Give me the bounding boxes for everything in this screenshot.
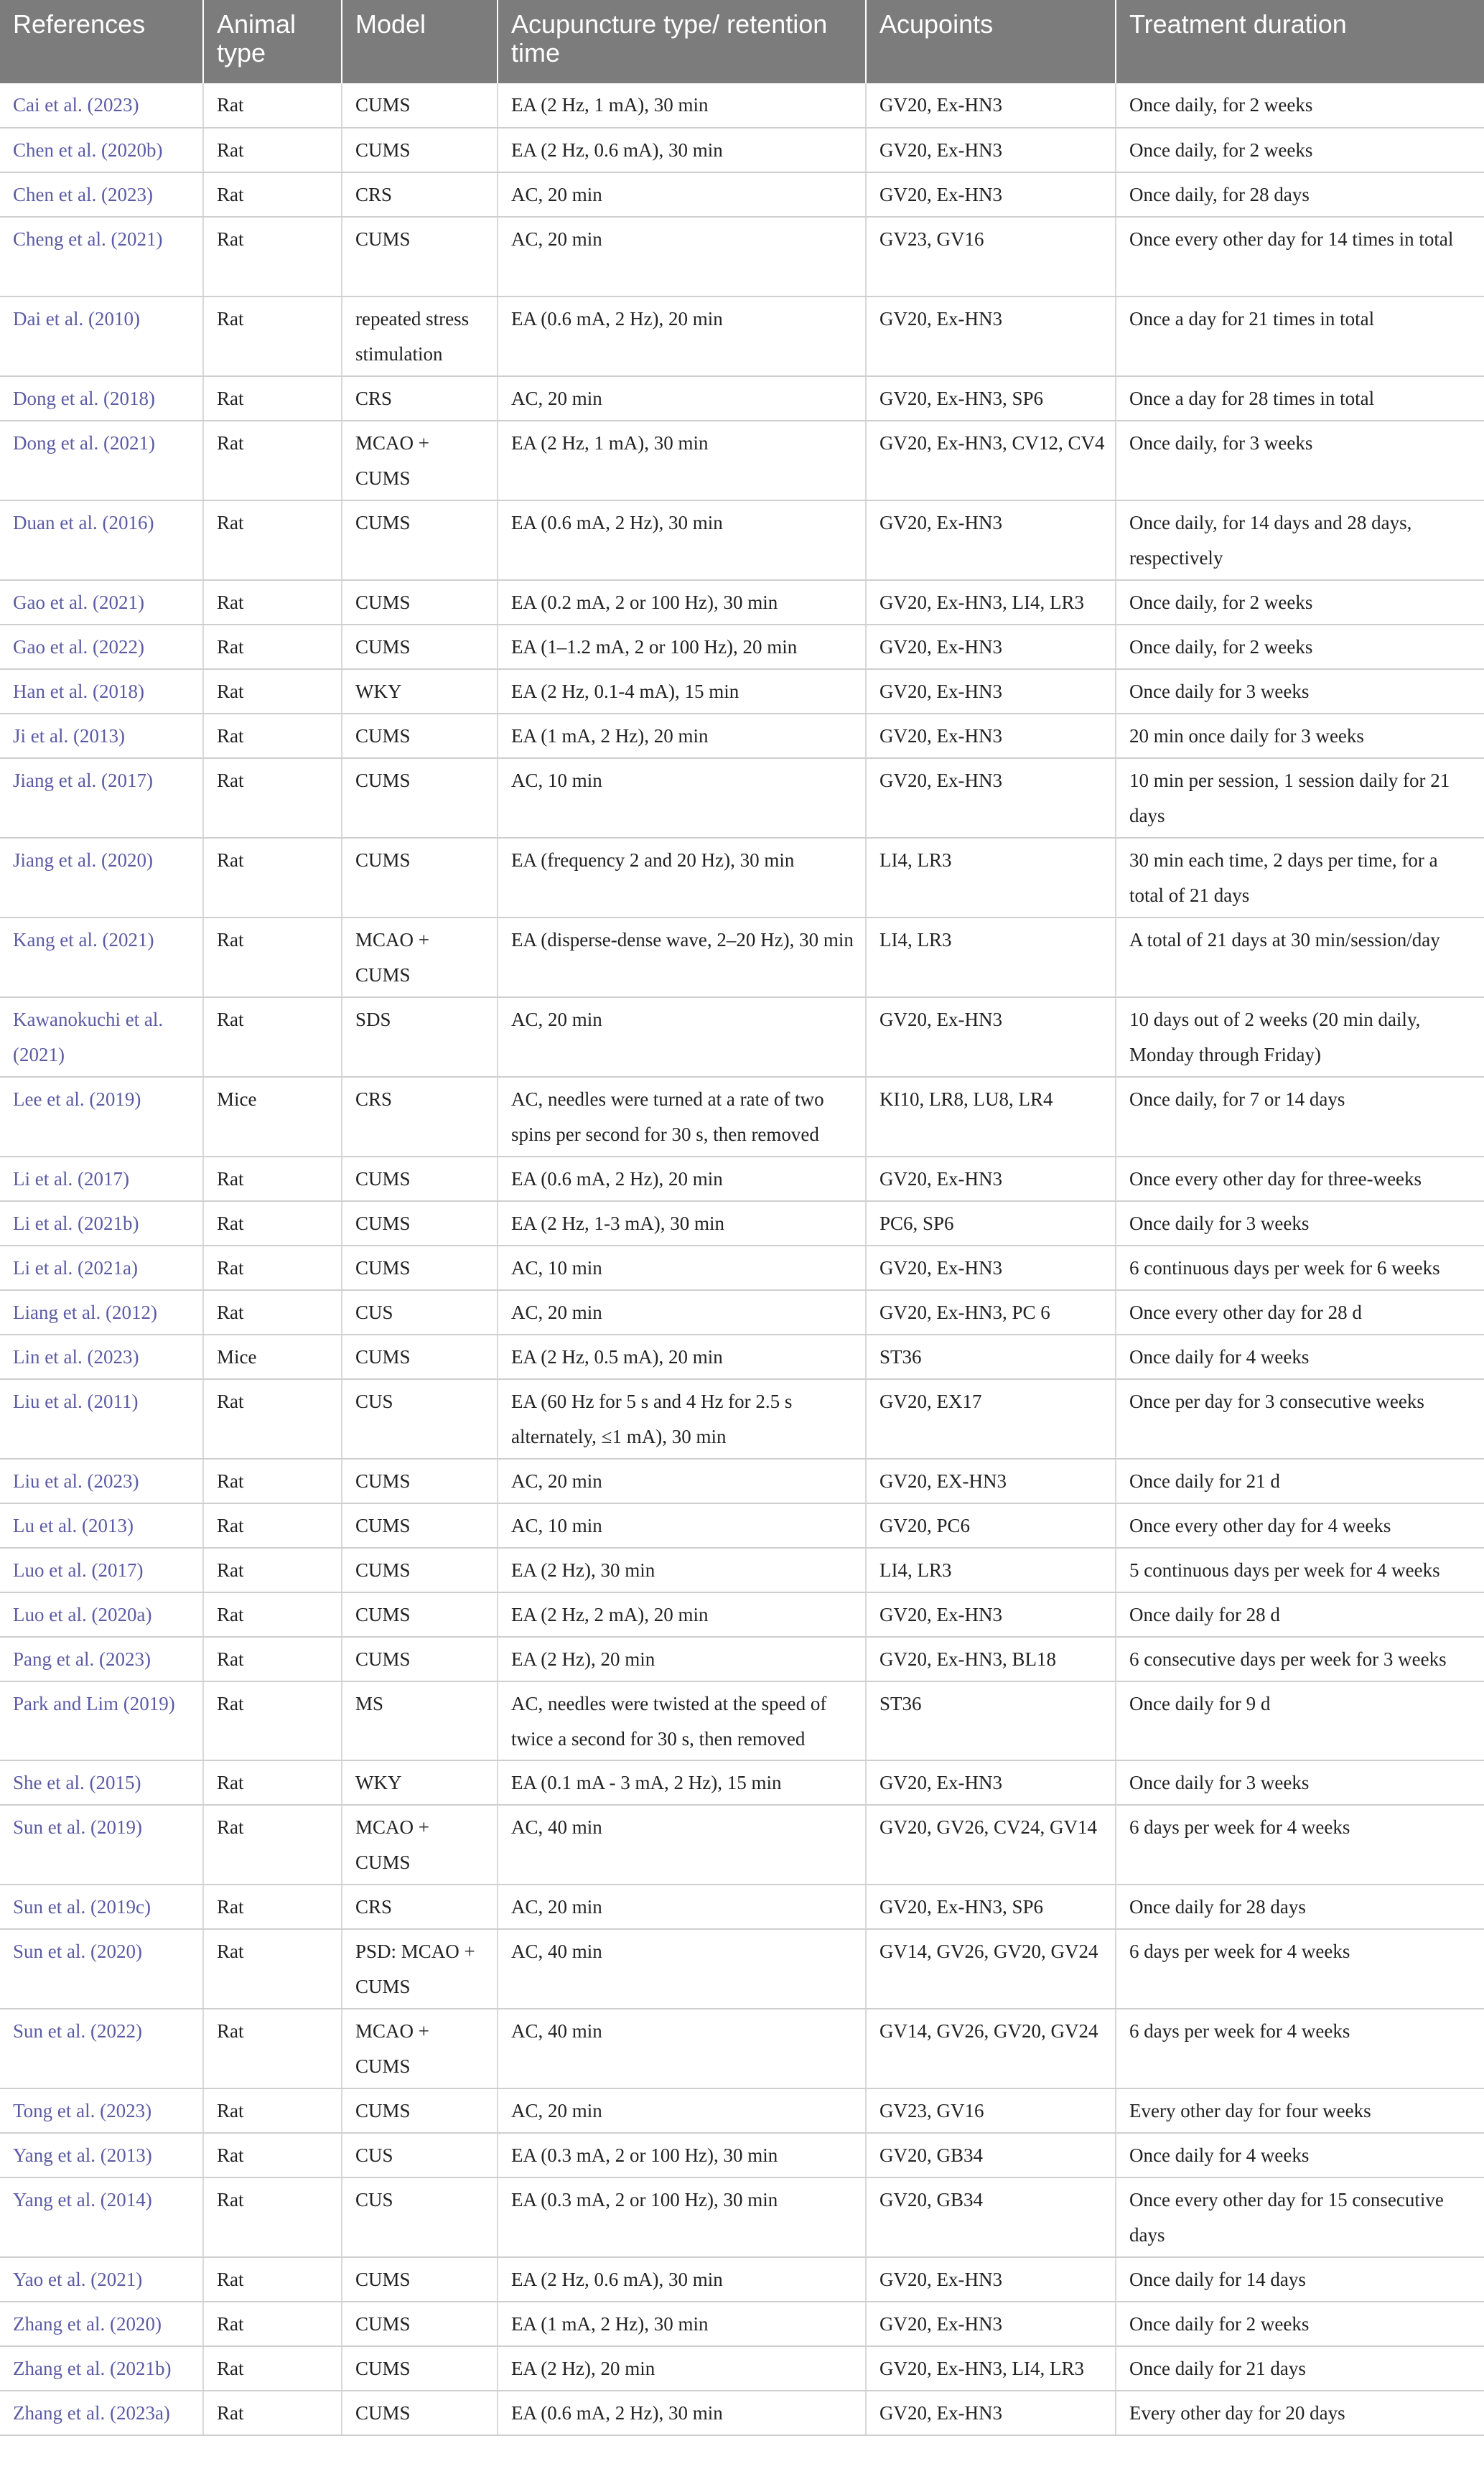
acupuncture-type-cell: EA (0.6 mA, 2 Hz), 20 min [498, 297, 866, 376]
acupoints-cell: GV20, Ex-HN3 [866, 1157, 1116, 1201]
model-cell: CUMS [342, 2391, 498, 2435]
acupoints-cell: GV20, GV26, CV24, GV14 [866, 1805, 1116, 1885]
table-row [0, 1805, 1484, 1885]
acupuncture-type-cell: EA (0.1 mA - 3 mA, 2 Hz), 15 min [498, 1760, 866, 1805]
table-row [0, 1760, 1484, 1805]
table-header [0, 0, 1484, 83]
table-row [0, 2257, 1484, 2302]
treatment-duration-cell: Once daily for 21 d [1116, 1459, 1484, 1503]
animal-type-cell: Rat [203, 1246, 342, 1290]
animal-type-cell: Rat [203, 2088, 342, 2133]
animal-type-cell: Rat [203, 1201, 342, 1246]
animal-type-cell: Rat [203, 2302, 342, 2346]
acupoints-cell: GV23, GV16 [866, 2088, 1116, 2133]
treatment-duration-cell: 30 min each time, 2 days per time, for a total of 21 days [1116, 838, 1484, 918]
acupuncture-type-cell: AC, 20 min [498, 376, 866, 421]
table-row [0, 838, 1484, 918]
acupuncture-type-cell: EA (2 Hz, 2 mA), 20 min [498, 1592, 866, 1637]
table-row [0, 172, 1484, 217]
reference-cell[interactable]: Zhang et al. (2021b) [0, 2346, 203, 2391]
model-cell: CUMS [342, 128, 498, 172]
treatment-duration-cell: 20 min once daily for 3 weeks [1116, 714, 1484, 758]
reference-cell[interactable]: Yang et al. (2014) [0, 2177, 203, 2257]
reference-cell[interactable]: Sun et al. (2019c) [0, 1885, 203, 1929]
animal-type-cell: Rat [203, 2177, 342, 2257]
header-acupoints: Acupoints [866, 0, 1116, 83]
reference-cell[interactable]: Liang et al. (2012) [0, 1290, 203, 1335]
animal-type-cell: Rat [203, 625, 342, 669]
model-cell: CUS [342, 2133, 498, 2177]
acupoints-cell: GV20, Ex-HN3 [866, 669, 1116, 714]
acupoints-cell: GV20, Ex-HN3, SP6 [866, 1885, 1116, 1929]
table-row [0, 217, 1484, 297]
acupuncture-type-cell: AC, 10 min [498, 758, 866, 838]
acupoints-cell: GV20, Ex-HN3, SP6 [866, 376, 1116, 421]
treatment-duration-cell: Once daily for 21 days [1116, 2346, 1484, 2391]
reference-cell[interactable]: Cheng et al. (2021) [0, 217, 203, 297]
acupuncture-type-cell: EA (0.6 mA, 2 Hz), 30 min [498, 2391, 866, 2435]
treatment-duration-cell: Once every other day for 15 consecutive days [1116, 2177, 1484, 2257]
reference-cell[interactable]: Yang et al. (2013) [0, 2133, 203, 2177]
reference-cell[interactable]: Dai et al. (2010) [0, 297, 203, 376]
table-row [0, 297, 1484, 376]
table-row [0, 421, 1484, 500]
treatment-duration-cell: Once daily for 4 weeks [1116, 2133, 1484, 2177]
acupuncture-type-cell: AC, needles were twisted at the speed of twice a second for 30 s, then removed [498, 1681, 866, 1760]
model-cell: CUMS [342, 625, 498, 669]
acupuncture-type-cell: AC, 20 min [498, 997, 866, 1077]
treatment-duration-cell: Every other day for four weeks [1116, 2088, 1484, 2133]
header-references: References [0, 0, 203, 83]
reference-cell[interactable]: Gao et al. (2022) [0, 625, 203, 669]
treatment-duration-cell: Once every other day for 28 d [1116, 1290, 1484, 1335]
animal-type-cell: Rat [203, 1637, 342, 1681]
treatment-duration-cell: 6 days per week for 4 weeks [1116, 2009, 1484, 2088]
table-row [0, 714, 1484, 758]
animal-type-cell: Rat [203, 918, 342, 997]
treatment-duration-cell: Once daily, for 28 days [1116, 172, 1484, 217]
acupuncture-type-cell: EA (2 Hz, 0.5 mA), 20 min [498, 1335, 866, 1379]
animal-type-cell: Rat [203, 838, 342, 918]
animal-type-cell: Rat [203, 297, 342, 376]
animal-type-cell: Rat [203, 1157, 342, 1201]
acupoints-cell: LI4, LR3 [866, 918, 1116, 997]
treatment-duration-cell: Once every other day for three-weeks [1116, 1157, 1484, 1201]
acupuncture-type-cell: AC, 40 min [498, 2009, 866, 2088]
reference-cell[interactable]: Lee et al. (2019) [0, 1077, 203, 1157]
table-row [0, 1503, 1484, 1548]
animal-type-cell: Rat [203, 1548, 342, 1592]
model-cell: CUMS [342, 1548, 498, 1592]
reference-cell[interactable]: Ji et al. (2013) [0, 714, 203, 758]
treatment-duration-cell: Once daily, for 2 weeks [1116, 128, 1484, 172]
acupuncture-type-cell: AC, 20 min [498, 1290, 866, 1335]
reference-cell[interactable]: Li et al. (2021b) [0, 1201, 203, 1246]
model-cell: CUMS [342, 2088, 498, 2133]
model-cell: CUS [342, 2177, 498, 2257]
treatment-duration-cell: 6 continuous days per week for 6 weeks [1116, 1246, 1484, 1290]
reference-cell[interactable]: Chen et al. (2023) [0, 172, 203, 217]
treatment-duration-cell: Once daily, for 14 days and 28 days, respectively [1116, 500, 1484, 580]
animal-type-cell: Rat [203, 376, 342, 421]
acupuncture-type-cell: AC, 20 min [498, 2088, 866, 2133]
table-row [0, 669, 1484, 714]
animal-type-cell: Mice [203, 1335, 342, 1379]
acupoints-cell: GV20, Ex-HN3 [866, 172, 1116, 217]
treatment-duration-cell: Once daily for 14 days [1116, 2257, 1484, 2302]
acupoints-cell: GV20, GB34 [866, 2177, 1116, 2257]
model-cell: CUMS [342, 758, 498, 838]
table-row [0, 1290, 1484, 1335]
acupuncture-type-cell: EA (2 Hz), 20 min [498, 2346, 866, 2391]
reference-cell[interactable]: Dong et al. (2018) [0, 376, 203, 421]
acupoints-cell: GV20, Ex-HN3, LI4, LR3 [866, 580, 1116, 625]
treatment-duration-cell: Once daily for 9 d [1116, 1681, 1484, 1760]
table-row [0, 580, 1484, 625]
table-row [0, 2302, 1484, 2346]
treatment-duration-cell: Once daily for 2 weeks [1116, 2302, 1484, 2346]
acupoints-cell: GV20, Ex-HN3 [866, 83, 1116, 128]
acupuncture-type-cell: AC, 20 min [498, 1885, 866, 1929]
acupuncture-type-cell: EA (2 Hz, 0.6 mA), 30 min [498, 128, 866, 172]
treatment-duration-cell: Once daily, for 7 or 14 days [1116, 1077, 1484, 1157]
table-row [0, 1077, 1484, 1157]
reference-cell[interactable]: Sun et al. (2022) [0, 2009, 203, 2088]
table-row [0, 500, 1484, 580]
table-row [0, 997, 1484, 1077]
acupuncture-type-cell: EA (0.3 mA, 2 or 100 Hz), 30 min [498, 2177, 866, 2257]
reference-cell[interactable]: Pang et al. (2023) [0, 1637, 203, 1681]
treatment-duration-cell: 5 continuous days per week for 4 weeks [1116, 1548, 1484, 1592]
table-row [0, 2088, 1484, 2133]
table-row [0, 2133, 1484, 2177]
acupoints-cell: GV20, Ex-HN3, BL18 [866, 1637, 1116, 1681]
table-row [0, 1637, 1484, 1681]
reference-cell[interactable]: Luo et al. (2017) [0, 1548, 203, 1592]
table-row [0, 2177, 1484, 2257]
reference-cell[interactable]: Dong et al. (2021) [0, 421, 203, 500]
header-animal-type: Animal type [203, 0, 342, 83]
header-row [0, 0, 1484, 83]
table-row [0, 1885, 1484, 1929]
treatment-duration-cell: Once daily for 28 d [1116, 1592, 1484, 1637]
reference-cell[interactable]: Sun et al. (2020) [0, 1929, 203, 2009]
animal-type-cell: Rat [203, 1459, 342, 1503]
model-cell: CUMS [342, 1592, 498, 1637]
acupuncture-type-cell: EA (2 Hz, 1 mA), 30 min [498, 421, 866, 500]
model-cell: CUMS [342, 1335, 498, 1379]
animal-type-cell: Rat [203, 580, 342, 625]
acupoints-cell: GV20, EX17 [866, 1379, 1116, 1459]
animal-type-cell: Rat [203, 1805, 342, 1885]
animal-type-cell: Rat [203, 1681, 342, 1760]
acupoints-cell: GV20, Ex-HN3 [866, 758, 1116, 838]
model-cell: PSD: MCAO + CUMS [342, 1929, 498, 2009]
acupuncture-type-cell: EA (0.6 mA, 2 Hz), 30 min [498, 500, 866, 580]
model-cell: CUMS [342, 1637, 498, 1681]
model-cell: CRS [342, 172, 498, 217]
header-model: Model [342, 0, 498, 83]
treatment-duration-cell: Once every other day for 14 times in total [1116, 217, 1484, 297]
model-cell: CUMS [342, 500, 498, 580]
model-cell: CUMS [342, 838, 498, 918]
treatment-duration-cell: Once daily for 3 weeks [1116, 669, 1484, 714]
acupoints-cell: GV20, Ex-HN3 [866, 714, 1116, 758]
reference-cell[interactable]: Gao et al. (2021) [0, 580, 203, 625]
treatment-duration-cell: 10 min per session, 1 session daily for 21 days [1116, 758, 1484, 838]
acupoints-cell: ST36 [866, 1335, 1116, 1379]
animal-type-cell: Rat [203, 128, 342, 172]
table-row [0, 1379, 1484, 1459]
model-cell: CRS [342, 1077, 498, 1157]
reference-cell[interactable]: Cai et al. (2023) [0, 83, 203, 128]
animal-type-cell: Rat [203, 2346, 342, 2391]
reference-cell[interactable]: Han et al. (2018) [0, 669, 203, 714]
model-cell: MCAO + CUMS [342, 918, 498, 997]
reference-cell[interactable]: Jiang et al. (2020) [0, 838, 203, 918]
acupoints-cell: GV20, Ex-HN3 [866, 2257, 1116, 2302]
treatment-duration-cell: 10 days out of 2 weeks (20 min daily, Monday through Friday) [1116, 997, 1484, 1077]
animal-type-cell: Rat [203, 2009, 342, 2088]
acupuncture-type-cell: EA (0.3 mA, 2 or 100 Hz), 30 min [498, 2133, 866, 2177]
reference-cell[interactable]: Liu et al. (2023) [0, 1459, 203, 1503]
model-cell: CUMS [342, 1201, 498, 1246]
table-row [0, 1459, 1484, 1503]
model-cell: CUMS [342, 2257, 498, 2302]
treatment-duration-cell: 6 consecutive days per week for 3 weeks [1116, 1637, 1484, 1681]
acupoints-cell: LI4, LR3 [866, 838, 1116, 918]
acupuncture-type-cell: AC, 40 min [498, 1929, 866, 2009]
reference-cell[interactable]: Duan et al. (2016) [0, 500, 203, 580]
animal-type-cell: Rat [203, 1592, 342, 1637]
treatment-duration-cell: Once daily for 4 weeks [1116, 1335, 1484, 1379]
acupoints-cell: GV20, Ex-HN3 [866, 2302, 1116, 2346]
table-row [0, 2009, 1484, 2088]
acupoints-cell: ST36 [866, 1681, 1116, 1760]
model-cell: MCAO + CUMS [342, 2009, 498, 2088]
animal-type-cell: Rat [203, 997, 342, 1077]
acupuncture-type-cell: EA (0.6 mA, 2 Hz), 20 min [498, 1157, 866, 1201]
acupoints-cell: PC6, SP6 [866, 1201, 1116, 1246]
acupoints-cell: GV20, Ex-HN3, CV12, CV4 [866, 421, 1116, 500]
model-cell: CUMS [342, 2346, 498, 2391]
treatment-duration-cell: Once a day for 21 times in total [1116, 297, 1484, 376]
reference-cell[interactable]: Kawanokuchi et al. (2021) [0, 997, 203, 1077]
treatment-duration-cell: Once daily, for 2 weeks [1116, 625, 1484, 669]
animal-type-cell: Rat [203, 1929, 342, 2009]
model-cell: CUMS [342, 2302, 498, 2346]
acupuncture-type-cell: EA (frequency 2 and 20 Hz), 30 min [498, 838, 866, 918]
table-row [0, 128, 1484, 172]
model-cell: WKY [342, 669, 498, 714]
model-cell: CUMS [342, 580, 498, 625]
reference-cell[interactable]: Chen et al. (2020b) [0, 128, 203, 172]
reference-cell[interactable]: Sun et al. (2019) [0, 1805, 203, 1885]
treatment-duration-cell: 6 days per week for 4 weeks [1116, 1805, 1484, 1885]
treatment-duration-cell: Once a day for 28 times in total [1116, 376, 1484, 421]
animal-type-cell: Mice [203, 1077, 342, 1157]
treatment-duration-cell: 6 days per week for 4 weeks [1116, 1929, 1484, 2009]
reference-cell[interactable]: Liu et al. (2011) [0, 1379, 203, 1459]
animal-type-cell: Rat [203, 83, 342, 128]
model-cell: CUS [342, 1290, 498, 1335]
animal-type-cell: Rat [203, 2257, 342, 2302]
table-row [0, 376, 1484, 421]
model-cell: CRS [342, 1885, 498, 1929]
model-cell: MCAO + CUMS [342, 1805, 498, 1885]
reference-cell[interactable]: Yao et al. (2021) [0, 2257, 203, 2302]
acupoints-cell: GV20, Ex-HN3 [866, 1246, 1116, 1290]
table-row [0, 1201, 1484, 1246]
acupuncture-type-cell: AC, 40 min [498, 1805, 866, 1885]
model-cell: CUMS [342, 714, 498, 758]
table-row [0, 1246, 1484, 1290]
acupuncture-type-cell: AC, 10 min [498, 1246, 866, 1290]
reference-cell[interactable]: Luo et al. (2020a) [0, 1592, 203, 1637]
acupoints-cell: GV14, GV26, GV20, GV24 [866, 1929, 1116, 2009]
table-row [0, 625, 1484, 669]
acupuncture-type-cell: EA (0.2 mA, 2 or 100 Hz), 30 min [498, 580, 866, 625]
model-cell: CUMS [342, 1157, 498, 1201]
treatment-duration-cell: Once every other day for 4 weeks [1116, 1503, 1484, 1548]
table-row [0, 1592, 1484, 1637]
acupoints-cell: GV23, GV16 [866, 217, 1116, 297]
acupoints-cell: GV20, Ex-HN3 [866, 297, 1116, 376]
acupoints-cell: GV20, Ex-HN3 [866, 997, 1116, 1077]
table-row [0, 1681, 1484, 1760]
reference-cell[interactable]: Tong et al. (2023) [0, 2088, 203, 2133]
acupuncture-type-cell: EA (1 mA, 2 Hz), 30 min [498, 2302, 866, 2346]
acupoints-cell: GV20, GB34 [866, 2133, 1116, 2177]
table-row [0, 758, 1484, 838]
table-body [0, 83, 1484, 2435]
acupoints-cell: GV20, Ex-HN3, LI4, LR3 [866, 2346, 1116, 2391]
acupuncture-type-cell: AC, 20 min [498, 217, 866, 297]
acupoints-cell: GV20, Ex-HN3 [866, 625, 1116, 669]
acupoints-cell: LI4, LR3 [866, 1548, 1116, 1592]
reference-cell[interactable]: She et al. (2015) [0, 1760, 203, 1805]
table-row [0, 2391, 1484, 2435]
reference-cell[interactable]: Lu et al. (2013) [0, 1503, 203, 1548]
model-cell: CUMS [342, 1459, 498, 1503]
model-cell: CRS [342, 376, 498, 421]
table-row [0, 1335, 1484, 1379]
treatment-duration-cell: Once daily for 28 days [1116, 1885, 1484, 1929]
reference-cell[interactable]: Kang et al. (2021) [0, 918, 203, 997]
acupoints-cell: GV20, Ex-HN3 [866, 2391, 1116, 2435]
reference-cell[interactable]: Li et al. (2021a) [0, 1246, 203, 1290]
acupoints-cell: KI10, LR8, LU8, LR4 [866, 1077, 1116, 1157]
acupuncture-type-cell: EA (1–1.2 mA, 2 or 100 Hz), 20 min [498, 625, 866, 669]
animal-type-cell: Rat [203, 669, 342, 714]
acupoints-cell: GV20, Ex-HN3, PC 6 [866, 1290, 1116, 1335]
model-cell: CUMS [342, 1503, 498, 1548]
acupuncture-type-cell: EA (2 Hz), 20 min [498, 1637, 866, 1681]
table-row [0, 1548, 1484, 1592]
acupuncture-type-cell: EA (1 mA, 2 Hz), 20 min [498, 714, 866, 758]
treatment-duration-cell: Once per day for 3 consecutive weeks [1116, 1379, 1484, 1459]
animal-type-cell: Rat [203, 1760, 342, 1805]
acupoints-cell: GV20, Ex-HN3 [866, 1592, 1116, 1637]
acupoints-cell: GV20, Ex-HN3 [866, 500, 1116, 580]
acupuncture-type-cell: AC, 10 min [498, 1503, 866, 1548]
animal-type-cell: Rat [203, 1290, 342, 1335]
animal-type-cell: Rat [203, 500, 342, 580]
animal-type-cell: Rat [203, 2133, 342, 2177]
acupuncture-type-cell: EA (2 Hz, 0.1-4 mA), 15 min [498, 669, 866, 714]
header-acupuncture-type: Acupuncture type/ retention time [498, 0, 866, 83]
treatment-duration-cell: Once daily, for 3 weeks [1116, 421, 1484, 500]
acupuncture-type-cell: EA (disperse-dense wave, 2–20 Hz), 30 min [498, 918, 866, 997]
treatment-duration-cell: Once daily for 3 weeks [1116, 1201, 1484, 1246]
table-row [0, 1157, 1484, 1201]
model-cell: SDS [342, 997, 498, 1077]
animal-type-cell: Rat [203, 217, 342, 297]
acupuncture-type-cell: AC, 20 min [498, 172, 866, 217]
acupuncture-type-cell: EA (2 Hz), 30 min [498, 1548, 866, 1592]
treatment-duration-cell: Once daily for 3 weeks [1116, 1760, 1484, 1805]
acupoints-cell: GV14, GV26, GV20, GV24 [866, 2009, 1116, 2088]
treatment-duration-cell: Once daily, for 2 weeks [1116, 83, 1484, 128]
acupuncture-type-cell: EA (2 Hz, 1-3 mA), 30 min [498, 1201, 866, 1246]
acupuncture-type-cell: AC, 20 min [498, 1459, 866, 1503]
model-cell: CUMS [342, 217, 498, 297]
model-cell: CUS [342, 1379, 498, 1459]
table-row [0, 2346, 1484, 2391]
animal-type-cell: Rat [203, 714, 342, 758]
animal-type-cell: Rat [203, 1885, 342, 1929]
animal-type-cell: Rat [203, 172, 342, 217]
reference-cell[interactable]: Zhang et al. (2020) [0, 2302, 203, 2346]
animal-type-cell: Rat [203, 1503, 342, 1548]
model-cell: MCAO + CUMS [342, 421, 498, 500]
reference-cell[interactable]: Li et al. (2017) [0, 1157, 203, 1201]
animal-type-cell: Rat [203, 1379, 342, 1459]
treatment-duration-cell: Every other day for 20 days [1116, 2391, 1484, 2435]
acupoints-cell: GV20, PC6 [866, 1503, 1116, 1548]
table-row [0, 918, 1484, 997]
treatment-duration-cell: A total of 21 days at 30 min/session/day [1116, 918, 1484, 997]
acupuncture-type-cell: AC, needles were turned at a rate of two spins per second for 30 s, then removed [498, 1077, 866, 1157]
header-treatment-duration: Treatment duration [1116, 0, 1484, 83]
table-row [0, 1929, 1484, 2009]
acupuncture-type-cell: EA (2 Hz, 1 mA), 30 min [498, 83, 866, 128]
reference-cell[interactable]: Park and Lim (2019) [0, 1681, 203, 1760]
model-cell: WKY [342, 1760, 498, 1805]
animal-type-cell: Rat [203, 758, 342, 838]
model-cell: CUMS [342, 1246, 498, 1290]
reference-cell[interactable]: Zhang et al. (2023a) [0, 2391, 203, 2435]
animal-type-cell: Rat [203, 2391, 342, 2435]
model-cell: MS [342, 1681, 498, 1760]
model-cell: CUMS [342, 83, 498, 128]
acupuncture-type-cell: EA (60 Hz for 5 s and 4 Hz for 2.5 s alternately, ≤1 mA), 30 min [498, 1379, 866, 1459]
table-row [0, 83, 1484, 128]
model-cell: repeated stress stimulation [342, 297, 498, 376]
acupoints-cell: GV20, Ex-HN3 [866, 1760, 1116, 1805]
acupoints-cell: GV20, Ex-HN3 [866, 128, 1116, 172]
animal-type-cell: Rat [203, 421, 342, 500]
reference-cell[interactable]: Jiang et al. (2017) [0, 758, 203, 838]
reference-cell[interactable]: Lin et al. (2023) [0, 1335, 203, 1379]
treatment-duration-cell: Once daily, for 2 weeks [1116, 580, 1484, 625]
acupuncture-type-cell: EA (2 Hz, 0.6 mA), 30 min [498, 2257, 866, 2302]
acupoints-cell: GV20, EX-HN3 [866, 1459, 1116, 1503]
